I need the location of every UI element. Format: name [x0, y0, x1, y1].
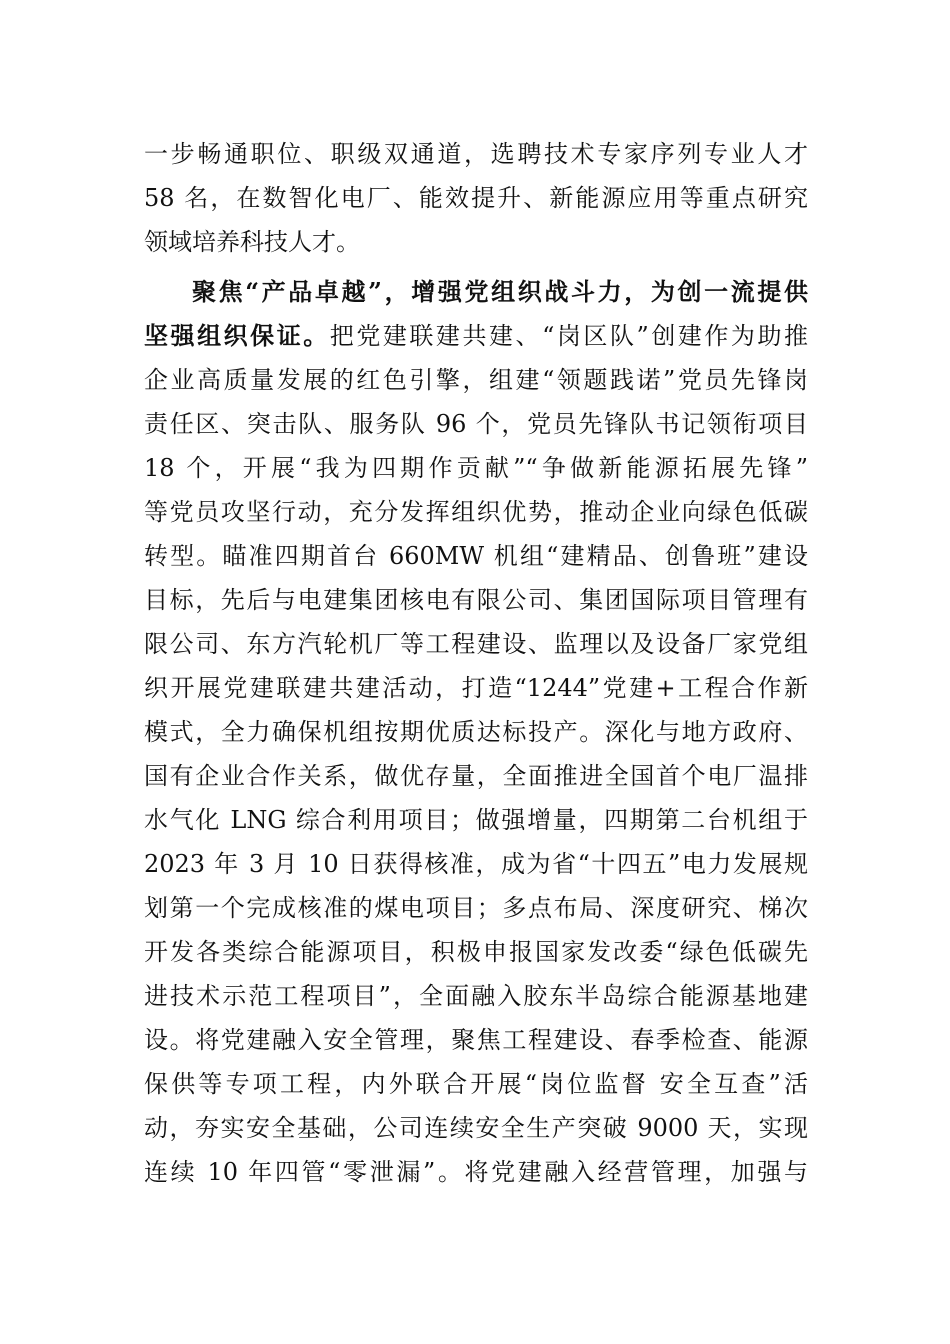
paragraph-line: 转型。瞄准四期首台 660MW 机组“建精品、创鲁班”建设: [144, 542, 808, 570]
paragraph-line: 进技术示范工程项目”，全面融入胶东半岛综合能源基地建: [144, 982, 808, 1010]
paragraph-line: 连续 10 年四管“零泄漏”。将党建融入经营管理，加强与: [144, 1158, 808, 1186]
section-heading: 聚焦“产品卓越”，增强党组织战斗力，为创一流提供: [192, 277, 808, 306]
paragraph-line: 设。将党建融入安全管理，聚焦工程建设、春季检查、能源: [144, 1026, 808, 1054]
paragraph-line: 动，夯实安全基础，公司连续安全生产突破 9000 天，实现: [144, 1114, 808, 1142]
paragraph-line: [144, 314, 808, 358]
paragraph-line: 企业高质量发展的红色引擎，组建“领题践诺”党员先锋岗: [144, 366, 808, 394]
paragraph-line: 模式，全力确保机组按期优质达标投产。深化与地方政府、: [144, 718, 808, 746]
paragraph-line: 保供等专项工程，内外联合开展“岗位监督 安全互查”活: [144, 1070, 808, 1098]
paragraph-line: 责任区、突击队、服务队 96 个，党员先锋队书记领衔项目: [144, 410, 808, 438]
paragraph-line: 18 个，开展“我为四期作贡献”“争做新能源拓展先锋”: [144, 454, 808, 482]
paragraph-line: 水气化 LNG 综合利用项目；做强增量，四期第二台机组于: [144, 806, 808, 834]
section-heading-end: 坚强组织保证。: [144, 321, 330, 350]
paragraph-line: 开发各类综合能源项目，积极申报国家发改委“绿色低碳先: [144, 938, 808, 966]
paragraph-text: 把党建联建共建、“岗区队”创建作为助推: [329, 322, 809, 350]
paragraph-line: 领域培养科技人才。: [144, 228, 360, 256]
paragraph-line: 限公司、东方汽轮机厂等工程建设、监理以及设备厂家党组: [144, 630, 808, 658]
paragraph-line: 目标，先后与电建集团核电有限公司、集团国际项目管理有: [144, 586, 808, 614]
paragraph-line: 一步畅通职位、职级双通道，选聘技术专家序列专业人才: [144, 140, 808, 168]
paragraph-line: 2023 年 3 月 10 日获得核准，成为省“十四五”电力发展规: [144, 850, 808, 878]
paragraph-line: 国有企业合作关系，做优存量，全面推进全国首个电厂温排: [144, 762, 808, 790]
paragraph-line: 等党员攻坚行动，充分发挥组织优势，推动企业向绿色低碳: [144, 498, 808, 526]
paragraph-line: 织开展党建联建共建活动，打造“1244”党建+工程合作新: [144, 674, 808, 702]
paragraph-line: 58 名，在数智化电厂、能效提升、新能源应用等重点研究: [144, 184, 808, 212]
paragraph-line: 划第一个完成核准的煤电项目；多点布局、深度研究、梯次: [144, 894, 808, 922]
